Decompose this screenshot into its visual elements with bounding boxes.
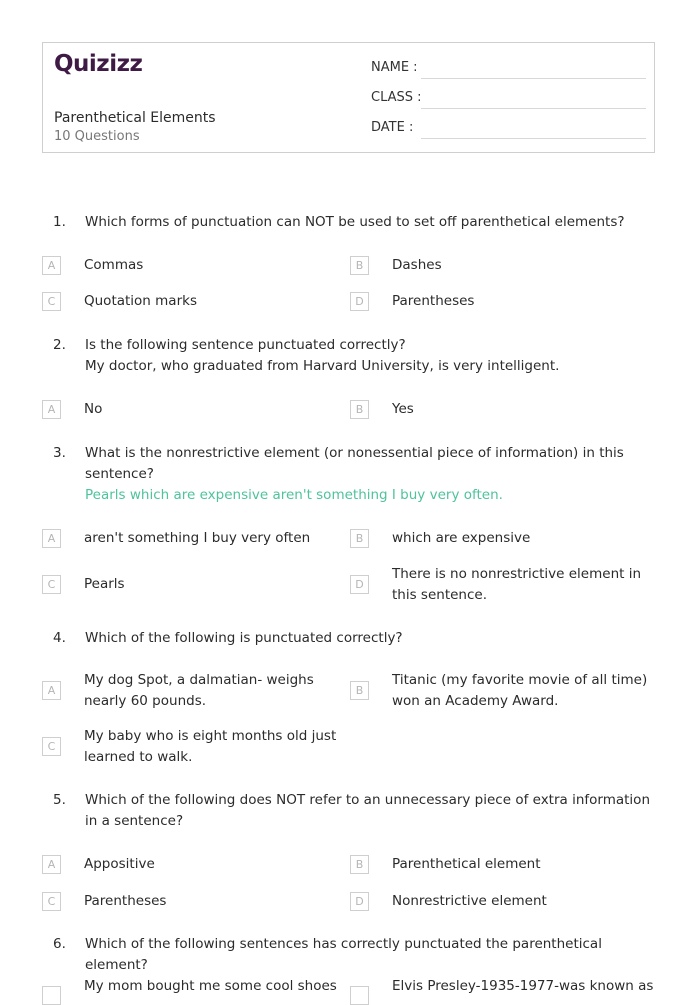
date-line xyxy=(421,138,646,139)
option-text: There is no nonrestrictive element in this sentence. xyxy=(392,566,642,603)
question-number: 5. xyxy=(53,792,66,808)
option-text: which are expensive xyxy=(392,530,531,546)
option-text: Nonrestrictive element xyxy=(392,893,547,909)
option-text: Appositive xyxy=(84,856,155,872)
option-text: My mom bought me some cool shoes xyxy=(84,978,337,994)
option-letter-box: C xyxy=(42,575,61,594)
option-letter-box: D xyxy=(350,892,369,911)
option-text: No xyxy=(84,401,103,417)
option-text: Dashes xyxy=(392,257,442,273)
option-letter-box: A xyxy=(42,855,61,874)
option-letter-box: B xyxy=(350,400,369,419)
question-number: 4. xyxy=(53,630,66,646)
question-text: Which of the following is punctuated correctly? xyxy=(85,630,403,646)
option-text: Parenthetical element xyxy=(392,856,541,872)
option-letter-box: B xyxy=(350,529,369,548)
option-letter-box xyxy=(350,986,369,1005)
option-text: Quotation marks xyxy=(84,293,197,309)
name-label: NAME : xyxy=(371,60,418,75)
option-letter-box: D xyxy=(350,575,369,594)
worksheet-header xyxy=(42,42,655,153)
option-letter-box: A xyxy=(42,256,61,275)
date-field[interactable] xyxy=(371,117,646,139)
option-text: Titanic (my favorite movie of all time) won an Academy Award. xyxy=(392,672,648,709)
question-number: 6. xyxy=(53,936,66,952)
question-count: 10 Questions xyxy=(54,129,140,144)
question-text: Is the following sentence punctuated correctly? xyxy=(85,337,406,353)
question-number: 2. xyxy=(53,337,66,353)
question-text: Which of the following does NOT refer to an unnecessary piece of extra information in a sentence? xyxy=(85,792,651,829)
option-letter-box xyxy=(42,986,61,1005)
quizizz-logo: Quizizz xyxy=(54,51,143,77)
option-letter-box: D xyxy=(350,292,369,311)
option-text: Parentheses xyxy=(84,893,167,909)
question-text: Which of the following sentences has correctly punctuated the parenthetical element? xyxy=(85,936,602,973)
worksheet-title: Parenthetical Elements xyxy=(54,110,216,126)
name-line xyxy=(421,78,646,79)
option-letter-box: C xyxy=(42,892,61,911)
question-number: 1. xyxy=(53,214,66,230)
option-text: Commas xyxy=(84,257,144,273)
option-text: My dog Spot, a dalmatian- weighs nearly 60 pounds. xyxy=(84,672,314,709)
question-sentence: My doctor, who graduated from Harvard University, is very intelligent. xyxy=(85,358,560,374)
option-letter-box: C xyxy=(42,292,61,311)
class-line xyxy=(421,108,646,109)
option-letter-box: B xyxy=(350,855,369,874)
highlighted-sentence: Pearls which are expensive aren't something I buy very often. xyxy=(85,487,503,503)
question-number: 3. xyxy=(53,445,66,461)
question-text: Which forms of punctuation can NOT be used to set off parenthetical elements? xyxy=(85,214,625,230)
option-letter-box: C xyxy=(42,737,61,756)
option-text: Parentheses xyxy=(392,293,475,309)
option-letter-box: A xyxy=(42,681,61,700)
option-letter-box: B xyxy=(350,681,369,700)
option-text: Yes xyxy=(392,401,414,417)
class-field[interactable] xyxy=(371,87,646,109)
date-label: DATE : xyxy=(371,120,414,135)
option-text: Pearls xyxy=(84,576,125,592)
option-letter-box: A xyxy=(42,529,61,548)
option-text: aren't something I buy very often xyxy=(84,530,311,546)
option-letter-box: A xyxy=(42,400,61,419)
option-letter-box: B xyxy=(350,256,369,275)
option-text: Elvis Presley-1935-1977-was known as xyxy=(392,978,654,994)
class-label: CLASS : xyxy=(371,90,422,105)
question-text: What is the nonrestrictive element (or nonessential piece of information) in this sentence? xyxy=(85,445,624,482)
option-text: My baby who is eight months old just learned to walk. xyxy=(84,728,337,765)
name-field[interactable] xyxy=(371,57,646,79)
